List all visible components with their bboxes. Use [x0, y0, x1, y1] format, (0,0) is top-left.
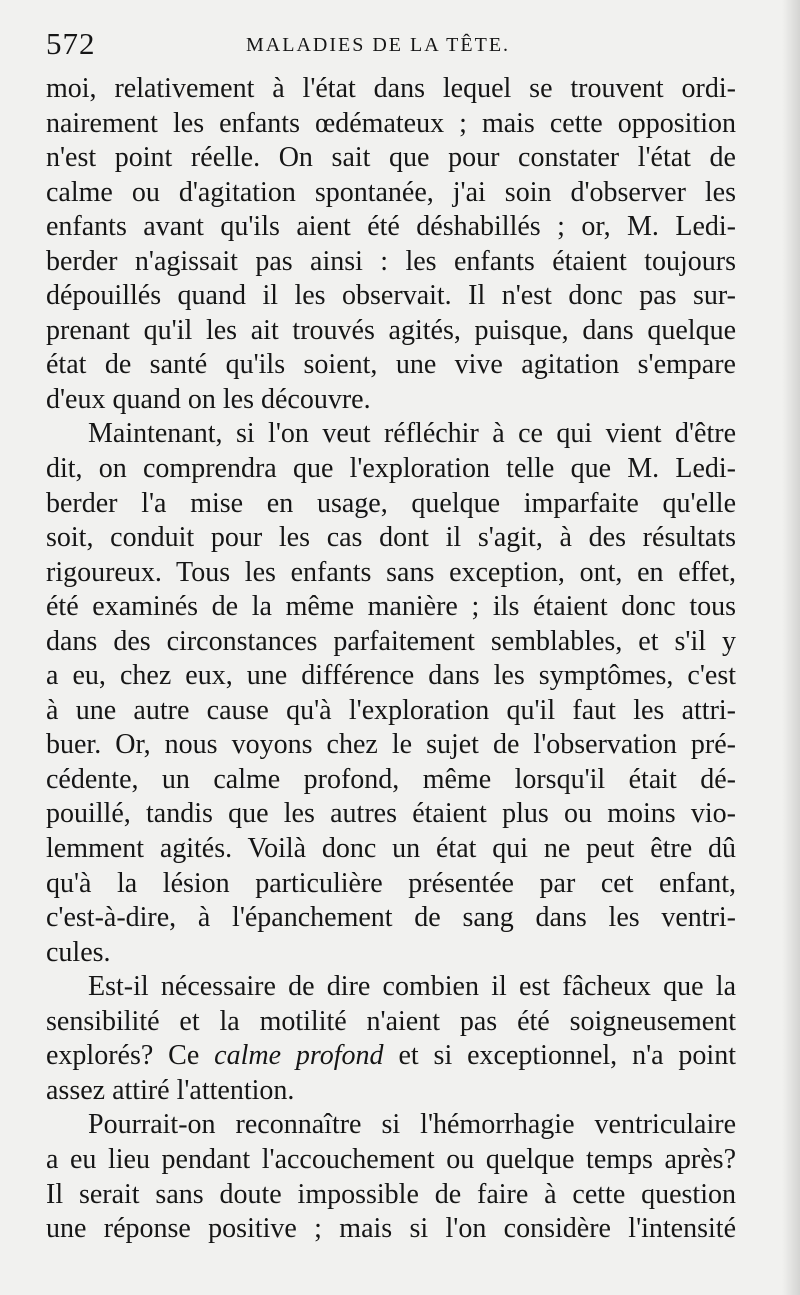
text-segment: explorés? Ce: [46, 1040, 215, 1072]
text-line: lemment agités. Voilà donc un état qui ne peut être dû: [46, 833, 736, 865]
text-line: sensibilité et la motilité n'aient pas été soigneusement: [46, 1005, 736, 1037]
text-line: rigoureux. Tous les enfants sans exception, ont, en effet,: [46, 556, 736, 588]
text-line: d'eux quand on les découvre.: [46, 383, 371, 415]
text-line: assez attiré l'attention.: [46, 1074, 295, 1106]
paragraph: [46, 72, 736, 417]
text-line: a eu lieu pendant l'accouchement ou quelque temps après?: [46, 1143, 736, 1175]
running-head: [46, 26, 726, 66]
text-line: c'est-à-dire, à l'épanchement de sang dans les ventri-: [46, 902, 736, 934]
text-segment: et si exceptionnel, n'a point: [383, 1040, 736, 1072]
text-line: calme ou d'agitation spontanée, j'ai soin d'observer les: [46, 176, 736, 208]
text-line: moi, relativement à l'état dans lequel se trouvent ordi-: [46, 73, 736, 104]
text-line: Il serait sans doute impossible de faire à cette question: [46, 1178, 736, 1210]
text-line: à une autre cause qu'à l'exploration qu'il faut les attri-: [46, 694, 736, 726]
text-line: cédente, un calme profond, même lorsqu'il était dé-: [46, 763, 736, 795]
text-line: soit, conduit pour les cas dont il s'agit, à des résultats: [46, 522, 736, 554]
text-line: dépouillés quand il les observait. Il n'est donc pas sur-: [46, 280, 736, 312]
text-line: enfants avant qu'ils aient été déshabillés ; or, M. Ledi-: [46, 211, 736, 243]
text-line: dit, on comprendra que l'exploration telle que M. Ledi-: [46, 453, 736, 485]
text-line: cules.: [46, 936, 111, 968]
text-line: nairement les enfants œdémateux ; mais cette opposition: [46, 107, 736, 139]
text-line: prenant qu'il les ait trouvés agités, puisque, dans quelque: [46, 314, 736, 346]
text-line: état de santé qu'ils soient, une vive agitation s'empare: [46, 349, 736, 381]
text-line: qu'à la lésion particulière présentée par cet enfant,: [46, 867, 736, 899]
text-line: dans des circonstances parfaitement semblables, et s'il y: [46, 625, 736, 657]
text-line: Pourrait-on reconnaître si l'hémorrhagie ventriculaire: [88, 1109, 736, 1141]
text-line: une réponse positive ; mais si l'on considère l'intensité: [46, 1213, 736, 1245]
text-line: buer. Or, nous voyons chez le sujet de l'observation pré-: [46, 729, 736, 761]
text-line: a eu, chez eux, une différence dans les symptômes, c'est: [46, 660, 736, 692]
text-line: Maintenant, si l'on veut réfléchir à ce qui vient d'être: [88, 418, 736, 450]
chapter-title: MALADIES DE LA TÊTE.: [246, 34, 511, 56]
italic-phrase: calme profond: [214, 1040, 384, 1072]
paragraph: [46, 1108, 736, 1246]
paragraph: [46, 417, 736, 970]
page-number: 572: [46, 26, 96, 61]
paragraph: [46, 970, 736, 1108]
text-line: berder l'a mise en usage, quelque imparfaite qu'elle: [46, 487, 736, 519]
text-line: n'est point réelle. On sait que pour constater l'état de: [46, 142, 736, 174]
text-line: été examinés de la même manière ; ils étaient donc tous: [46, 591, 736, 623]
text-line: berder n'agissait pas ainsi : les enfants étaient toujours: [46, 245, 736, 277]
text-line: pouillé, tandis que les autres étaient plus ou moins vio-: [46, 798, 736, 830]
text-line: [46, 1039, 736, 1074]
text-line: Est-il nécessaire de dire combien il est fâcheux que la: [88, 971, 736, 1003]
body-text: [46, 72, 736, 1247]
